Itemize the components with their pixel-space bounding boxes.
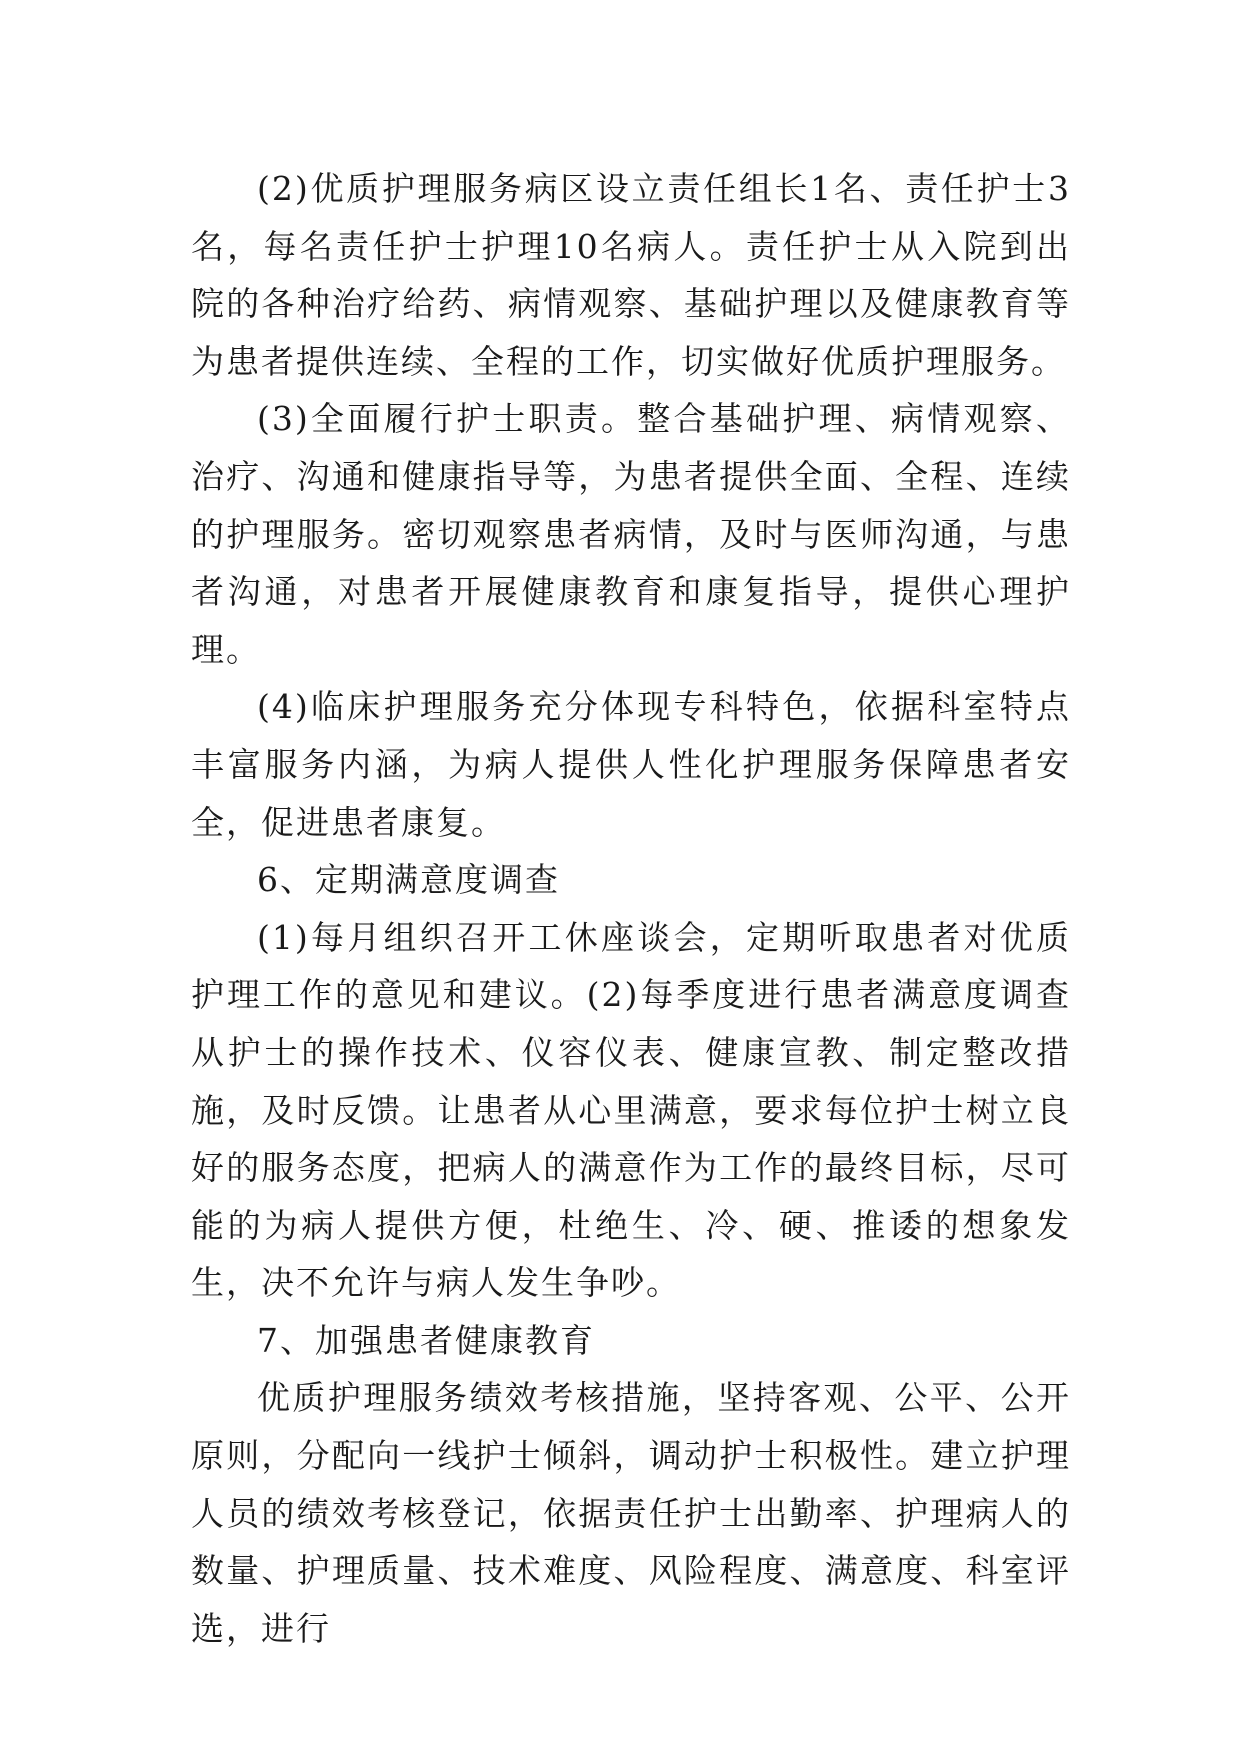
paragraph-performance-assessment: 优质护理服务绩效考核措施，坚持客观、公平、公开原则，分配向一线护士倾斜，调动护士积极性。建立护理人员的绩效考核登记，依据责任护士出勤率、护理病人的数量、护理质量、技术难度、风险程度、满意度、科室评选，进行 [191, 1378, 1071, 1648]
paragraph-satisfaction-survey: (1)每月组织召开工休座谈会，定期听取患者对优质护理工作的意见和建议。(2)每季度进行患者满意度调查从护士的操作技术、仪容仪表、健康宣教、制定整改措施，及时反馈。让患者从心里满意，要求每位护士树立良好的服务态度，把病人的满意作为工作的最终目标，尽可能的为病人提供方便，杜绝生、冷、硬、推诿的想象发生，决不允许与病人发生争吵。 [191, 917, 1071, 1303]
paragraph-quality-ward-staffing: (2)优质护理服务病区设立责任组长1名、责任护士3名，每名责任护士护理10名病人。责任护士从入院到出院的各种治疗给药、病情观察、基础护理以及健康教育等为患者提供连续、全程的工作，切实做好优质护理服务。 [191, 169, 1071, 381]
section-heading-satisfaction-survey: 6、定期满意度调查 [257, 860, 560, 900]
document-body [191, 160, 1071, 1657]
paragraph-nurse-duties: (3)全面履行护士职责。整合基础护理、病情观察、治疗、沟通和健康指导等，为患者提供全面、全程、连续的护理服务。密切观察患者病情，及时与医师沟通，与患者沟通，对患者开展健康教育和康复指导，提供心理护理。 [191, 399, 1071, 669]
section-heading-health-education: 7、加强患者健康教育 [257, 1320, 595, 1360]
paragraph-specialty-features: (4)临床护理服务充分体现专科特色，依据科室特点丰富服务内涵，为病人提供人性化护理服务保障患者安全，促进患者康复。 [191, 687, 1071, 842]
